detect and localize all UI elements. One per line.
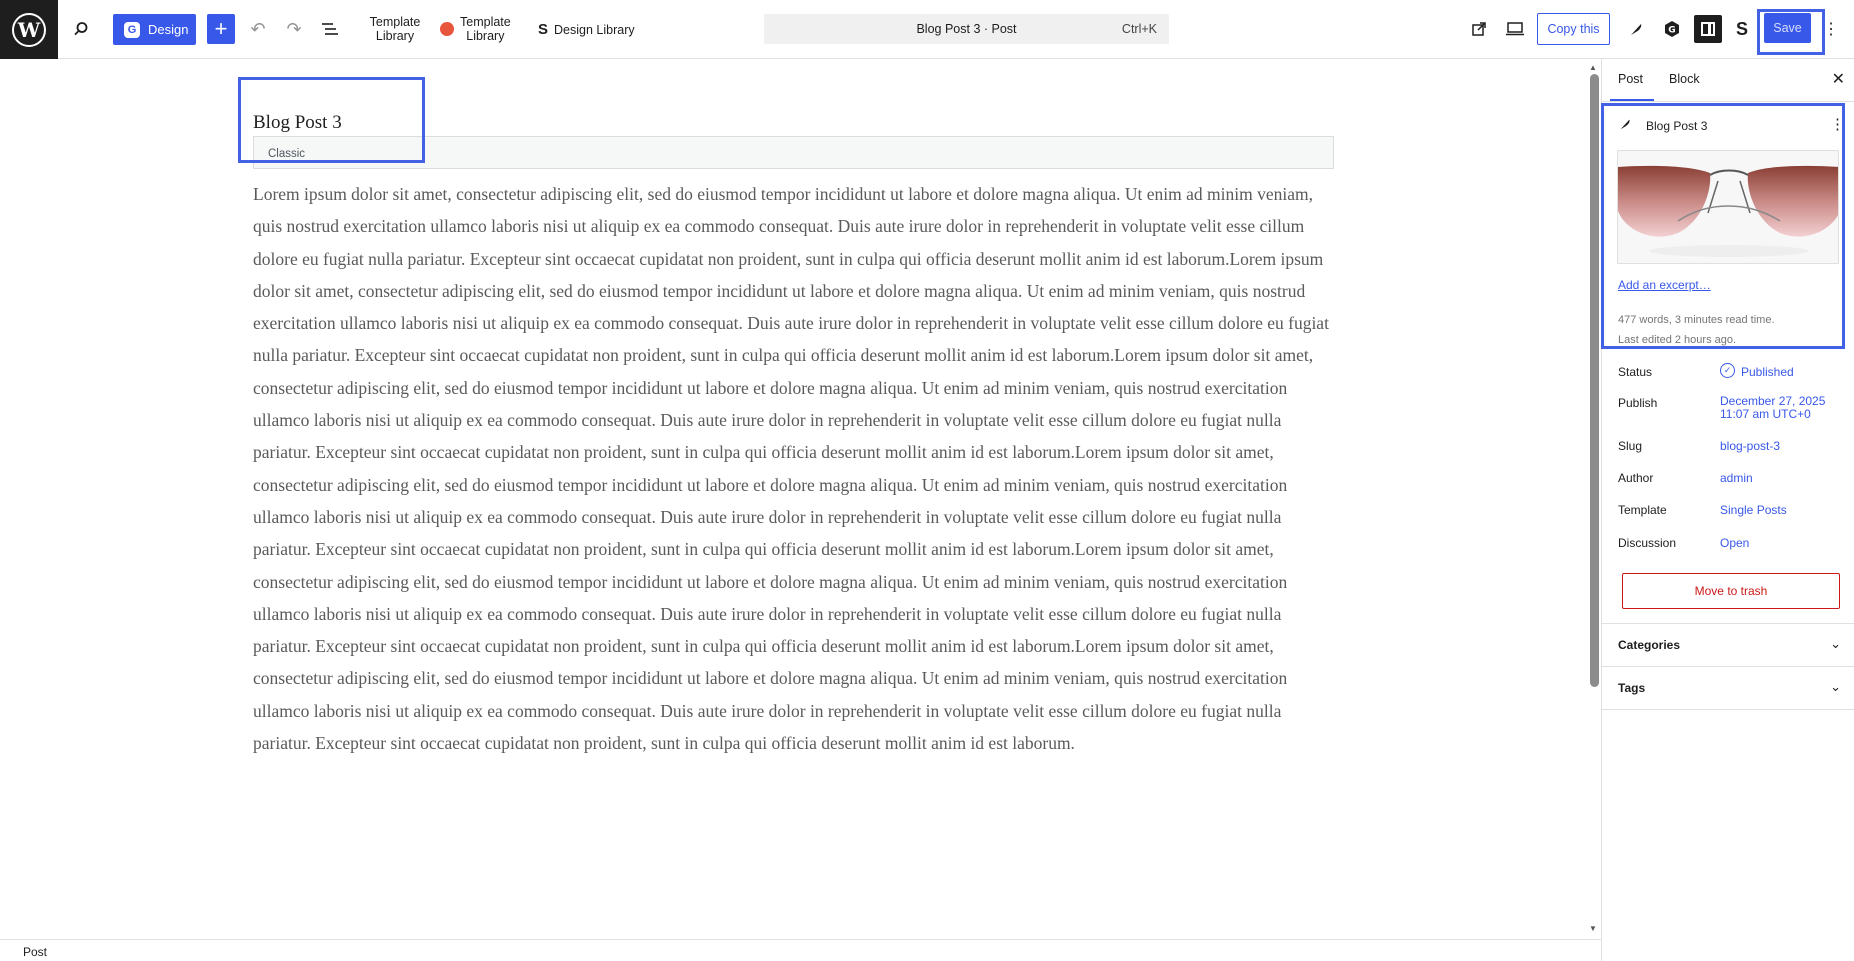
template-library-button-1[interactable]: Template Library	[369, 15, 421, 43]
design-library-button[interactable]	[538, 21, 635, 38]
title-highlight	[238, 77, 425, 163]
post-actions-more-icon[interactable]: ⋮	[1830, 116, 1845, 133]
undo-icon[interactable]: ↶	[250, 18, 266, 39]
svg-text:G: G	[1668, 25, 1676, 36]
template-value[interactable]: Single Posts	[1720, 503, 1787, 517]
panel-divider	[1602, 709, 1854, 710]
settings-sidebar-toggle[interactable]	[1694, 15, 1722, 43]
chevron-down-icon: ⌄	[1830, 679, 1841, 694]
sidebar-icon	[1701, 22, 1715, 36]
stackable-icon: S	[538, 21, 549, 38]
discussion-label: Discussion	[1618, 536, 1677, 550]
template-label: Template	[1618, 503, 1667, 517]
stackable-settings-icon[interactable]: S	[1735, 18, 1748, 39]
scroll-down-icon[interactable]: ▼	[1589, 924, 1597, 933]
document-overview-icon[interactable]	[315, 14, 345, 44]
template-library-label-2: Template Library	[460, 15, 511, 43]
tab-block[interactable]: Block	[1669, 72, 1700, 86]
redo-icon[interactable]: ↷	[286, 18, 302, 39]
categories-panel-toggle[interactable]	[1602, 623, 1854, 666]
add-block-button[interactable]	[207, 14, 235, 44]
move-to-trash-button[interactable]: Move to trash	[1622, 573, 1840, 609]
last-edited: Last edited 2 hours ago.	[1618, 334, 1737, 346]
preview-desktop-icon[interactable]	[1500, 14, 1530, 44]
view-post-external-icon[interactable]	[1464, 14, 1494, 44]
scroll-up-icon[interactable]: ▲	[1589, 63, 1597, 72]
tab-post[interactable]: Post	[1618, 72, 1644, 86]
discussion-value[interactable]: Open	[1720, 536, 1750, 550]
categories-label: Categories	[1618, 638, 1681, 652]
wordpress-logo-icon: W	[12, 13, 46, 47]
save-button[interactable]: Save	[1764, 13, 1811, 43]
publish-label: Publish	[1618, 396, 1658, 410]
tags-panel-toggle[interactable]	[1602, 666, 1854, 709]
editor-header	[0, 0, 1854, 59]
add-excerpt-link[interactable]: Add an excerpt…	[1618, 278, 1711, 292]
template-library-button-2[interactable]	[440, 15, 530, 43]
command-palette-bar[interactable]	[764, 14, 1169, 44]
wordpress-logo-button[interactable]	[0, 0, 58, 59]
template-library-logo-icon	[440, 22, 454, 36]
design-button[interactable]	[113, 14, 196, 45]
plus-icon: +	[214, 16, 228, 41]
post-content[interactable]: Lorem ipsum dolor sit amet, consectetur adipiscing elit, sed do eiusmod tempor incididunt ut labore et dolore magna aliqua. Ut enim ad minim veniam, quis nostrud exercitation ullamco laboris nisi ut aliquip ex ea commodo consequat. Duis aute irure dolor in reprehenderit in voluptate velit esse cillum dolore eu fugiat nulla pariatur. Excepteur sint occaecat cupidatat non proident, sunt in culpa qui officia deserunt mollit anim id est laborum.Lorem ipsum dolor sit amet, consectetur adipiscing elit, sed do eiusmod tempor incididunt ut labore et dolore magna aliqua. Ut enim ad minim veniam, quis nostrud exercitation ullamco laboris nisi ut aliquip ex ea commodo consequat. Duis aute irure dolor in reprehenderit in voluptate velit esse cillum dolore eu fugiat nulla pariatur. Excepteur sint occaecat cupidatat non proident, sunt in culpa qui officia deserunt mollit anim id est laborum.Lorem ipsum dolor sit amet, consectetur adipiscing elit, sed do eiusmod tempor incididunt ut labore et dolore magna aliqua. Ut enim ad minim veniam, quis nostrud exercitation ullamco laboris nisi ut aliquip ex ea commodo consequat. Duis aute irure dolor in reprehenderit in voluptate velit esse cillum dolore eu fugiat nulla pariatur. Excepteur sint occaecat cupidatat non proident, sunt in culpa qui officia deserunt mollit anim id est laborum.Lorem ipsum dolor sit amet, consectetur adipiscing elit, sed do eiusmod tempor incididunt ut labore et dolore magna aliqua. Ut enim ad minim veniam, quis nostrud exercitation ullamco laboris nisi ut aliquip ex ea commodo consequat. Duis aute irure dolor in reprehenderit in voluptate velit esse cillum dolore eu fugiat nulla pariatur. Excepteur sint occaecat cupidatat non proident, sunt in culpa qui officia deserunt mollit anim id est laborum.Lorem ipsum dolor sit amet, consectetur adipiscing elit, sed do eiusmod tempor incididunt ut labore et dolore magna aliqua. Ut enim ad minim veniam, quis nostrud exercitation ullamco laboris nisi ut aliquip ex ea commodo consequat. Duis aute irure dolor in reprehenderit in voluptate velit esse cillum dolore eu fugiat nulla pariatur. Excepteur sint occaecat cupidatat non proident, sunt in culpa qui officia deserunt mollit anim id est laborum.Lorem ipsum dolor sit amet, consectetur adipiscing elit, sed do eiusmod tempor incididunt ut labore et dolore magna aliqua. Ut enim ad minim veniam, quis nostrud exercitation ullamco laboris nisi ut aliquip ex ea commodo consequat. Duis aute irure dolor in reprehenderit in voluptate velit esse cillum dolore eu fugiat nulla pariatur. Excepteur sint occaecat cupidatat non proident, sunt in culpa qui officia deserunt mollit anim id est laborum.	[253, 184, 1329, 754]
breadcrumb-post[interactable]: Post	[23, 945, 48, 959]
author-value[interactable]: admin	[1720, 471, 1753, 485]
chevron-down-icon: ⌄	[1830, 636, 1841, 651]
search-icon[interactable]	[66, 14, 96, 44]
options-more-icon[interactable]: ⋮	[1823, 21, 1839, 38]
publish-date-value[interactable]: December 27, 2025 11:07 am UTC+0	[1720, 394, 1826, 421]
post-title[interactable]: Blog Post 3	[253, 112, 342, 133]
tags-label: Tags	[1618, 681, 1646, 695]
status-value[interactable]: Published	[1741, 365, 1794, 379]
greenshift-icon: G	[124, 22, 140, 38]
sidebar-tabs	[1602, 59, 1854, 102]
word-count: 477 words, 3 minutes read time.	[1618, 314, 1775, 326]
design-button-label: Design	[148, 22, 189, 37]
close-icon[interactable]: ✕	[1831, 71, 1845, 88]
slug-label: Slug	[1618, 439, 1643, 453]
keyboard-shortcut: Ctrl+K	[1121, 22, 1157, 36]
post-card-highlight	[1601, 103, 1845, 349]
post-card-title: Blog Post 3	[1646, 119, 1708, 133]
published-check-icon: ✓	[1720, 363, 1735, 378]
status-label: Status	[1618, 365, 1653, 379]
block-breadcrumb-bar	[0, 939, 1601, 961]
active-tab-indicator	[1610, 99, 1654, 101]
author-label: Author	[1618, 471, 1654, 485]
copy-this-button[interactable]: Copy this	[1537, 13, 1610, 45]
slug-value[interactable]: blog-post-3	[1720, 439, 1781, 453]
settings-sidebar	[1601, 59, 1854, 961]
feather-pen-icon[interactable]	[1621, 14, 1651, 44]
design-library-label: Design Library	[554, 22, 635, 37]
document-title: Blog Post 3 · Post	[916, 22, 1017, 36]
scrollbar-thumb[interactable]	[1590, 74, 1599, 687]
save-button-highlight	[1757, 9, 1825, 55]
greenshift-settings-icon[interactable]	[1657, 14, 1687, 44]
classic-block-label: Classic	[268, 148, 306, 160]
